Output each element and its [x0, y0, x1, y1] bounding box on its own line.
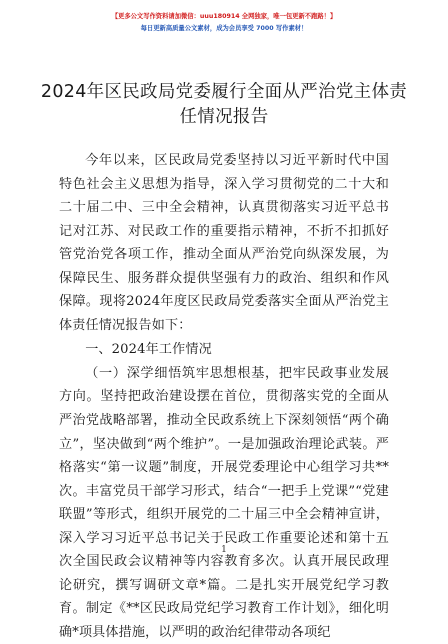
intro-paragraph: 今年以来，区民政局党委坚持以习近平新时代中国特色社会主义思想为指导，深入学习贯彻党的二十大和二十届二中、三中全会精神，认真贯彻落实习近平总书记对江苏、对民政工作的重要指示精神，不折不扣抓好管党治党各项工作，推动全面从严治党向纵深发展，为保障民生、服务群众提供坚强有力的政治、组织和作风保障。现将2024年度区民政局党委落实全面从严治党主体责任情况报告如下： — [59, 153, 389, 333]
page-number: 1 — [221, 545, 227, 555]
promo-banner-line2: 每日更新高质量公文素材，成为会员享受 7000 写作素材！ — [140, 25, 308, 32]
promo-banner-line1: 【更多公文写作资料请加微信：uuu180914 全网独家，唯一包更新不跑路！】 — [111, 13, 337, 20]
document-title: 2024年区民政局党委履行全面从严治党主体责任情况报告 — [40, 82, 408, 127]
document-body — [59, 149, 389, 644]
subsection-paragraph: （一）深学细悟筑牢思想根基，把牢民政事业发展方向。坚持把政治建设摆在首位，贯彻落实党的全面从严治党战略部署，推动全民政系统上下深刻领悟“两个确立”，坚决做到“两个维护”。一是加强政治理论武装。严格落实“第一议题”制度，开展党委理论中心组学习共**次。丰富党员干部学习形式，结合“一把手上党课”“党建联盟”等形式，组织开展党的二十届三中全会精神宣讲，深入学习习近平总书记关于民政工作重要论述和第十五次全国民政会议精神等内容教育多次。认真开展民政理论研究，撰写调研文章*篇。二是扎实开展党纪学习教育。制定《**区民政局党纪学习教育工作计划》，细化明确*项具体措施，以严明的政治纪律带动各项纪 — [59, 365, 389, 640]
section-heading: 一、2024年工作情况 — [85, 342, 212, 358]
